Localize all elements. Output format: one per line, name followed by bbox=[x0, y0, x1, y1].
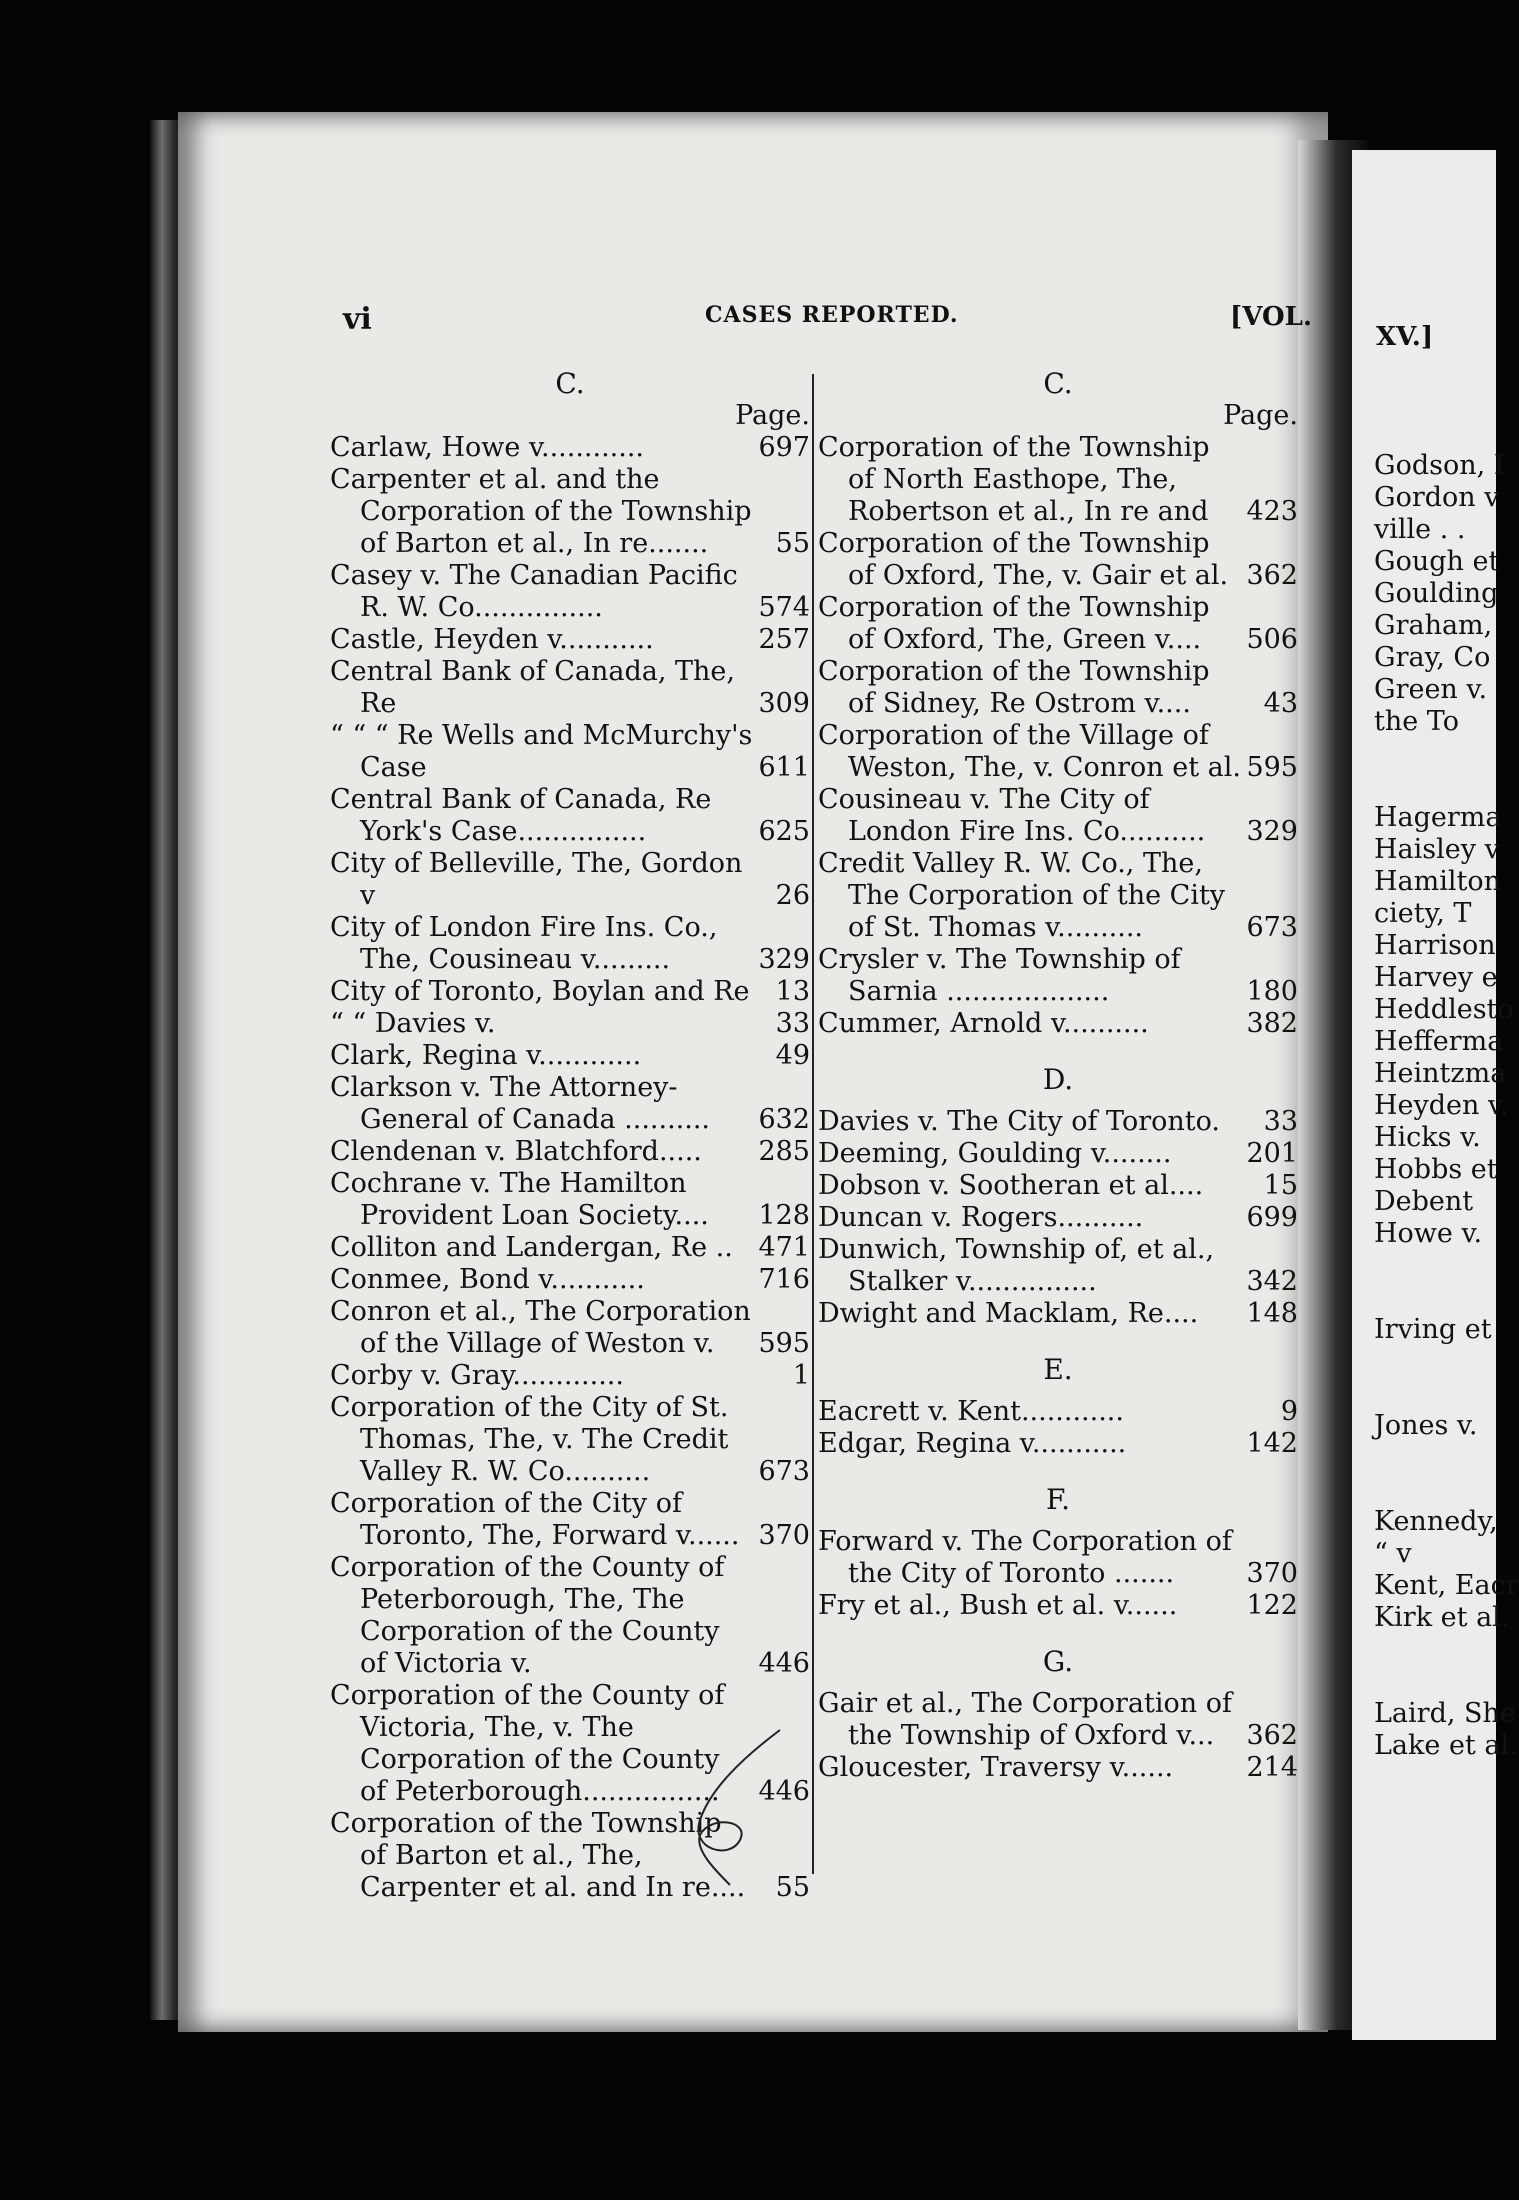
facing-volume-label: XV.] bbox=[1376, 322, 1434, 352]
facing-line: Kent, Eacr bbox=[1374, 1570, 1519, 1601]
page-reference: 632 bbox=[758, 1104, 810, 1135]
case-name: Colliton and Landergan, Re .. bbox=[330, 1232, 733, 1263]
index-entry bbox=[330, 784, 810, 848]
index-entry bbox=[330, 656, 810, 720]
index-entry bbox=[818, 432, 1298, 528]
index-entry bbox=[818, 1234, 1298, 1298]
page-reference: 55 bbox=[775, 528, 810, 559]
case-name: Corporation of the Township of North Easthope, The, Robertson et al., In re and bbox=[818, 432, 1210, 527]
page-reference: 122 bbox=[1246, 1590, 1298, 1621]
case-name: Central Bank of Canada, Re York's Case............... bbox=[330, 784, 712, 847]
page-reference: 33 bbox=[1263, 1106, 1298, 1137]
facing-line: Hamilton bbox=[1374, 866, 1502, 897]
index-entry bbox=[818, 1008, 1298, 1040]
page-reference: 370 bbox=[1246, 1558, 1298, 1589]
facing-line: Harvey e bbox=[1374, 962, 1498, 993]
page-reference: 471 bbox=[758, 1232, 810, 1263]
case-name: Duncan v. Rogers.......... bbox=[818, 1202, 1144, 1233]
page-reference: 9 bbox=[1280, 1396, 1298, 1427]
facing-line: Irving et bbox=[1374, 1314, 1492, 1345]
index-entry bbox=[330, 720, 810, 784]
index-entry bbox=[330, 976, 810, 1008]
section-letter: C. bbox=[1043, 367, 1073, 400]
section-letter: D. bbox=[1042, 1063, 1074, 1096]
page-reference: 595 bbox=[1246, 752, 1298, 783]
index-entry bbox=[330, 912, 810, 976]
case-name: Dunwich, Township of, et al., Stalker v............... bbox=[818, 1234, 1215, 1297]
facing-line: Howe v. bbox=[1374, 1218, 1483, 1249]
facing-line: Hagerma bbox=[1374, 802, 1502, 833]
index-entry bbox=[330, 848, 810, 912]
index-entry bbox=[330, 1552, 810, 1680]
page-reference: 697 bbox=[758, 432, 810, 463]
case-name: Corporation of the City of Toronto, The, Forward v...... bbox=[330, 1488, 740, 1551]
page-reference: 180 bbox=[1246, 976, 1298, 1007]
page-reference: 43 bbox=[1263, 688, 1298, 719]
case-name: Corporation of the Township of Oxford, The, v. Gair et al. bbox=[818, 528, 1229, 591]
index-entry bbox=[818, 1106, 1298, 1138]
facing-line bbox=[1374, 1346, 1519, 1378]
facing-page bbox=[1352, 150, 1519, 2040]
page-reference: 214 bbox=[1246, 1752, 1298, 1783]
case-name: Dobson v. Sootheran et al.... bbox=[818, 1170, 1204, 1201]
page-reference: 611 bbox=[758, 752, 810, 783]
section-letter: F. bbox=[1046, 1483, 1070, 1516]
page-reference: 329 bbox=[758, 944, 810, 975]
facing-line: Kennedy, bbox=[1374, 1506, 1498, 1537]
case-name: Corporation of the City of St. Thomas, The, v. The Credit Valley R. W. Co.......... bbox=[330, 1392, 729, 1487]
case-name: Davies v. The City of Toronto. bbox=[818, 1106, 1220, 1137]
facing-line bbox=[1374, 1666, 1519, 1698]
index-entry bbox=[818, 944, 1298, 1008]
index-entry bbox=[330, 432, 810, 464]
case-name: “ “ “ Re Wells and McMurchy's Case bbox=[330, 720, 753, 783]
facing-line: Hefferma bbox=[1374, 1026, 1504, 1057]
case-name: Crysler v. The Township of Sarnia ................... bbox=[818, 944, 1181, 1007]
facing-line: Graham, bbox=[1374, 610, 1493, 641]
page-reference: 1 bbox=[792, 1360, 810, 1391]
facing-line: “ v bbox=[1374, 1538, 1412, 1569]
facing-line: Godson, I bbox=[1374, 450, 1505, 481]
running-title: CASES REPORTED. bbox=[705, 302, 959, 328]
facing-line: Green v. bbox=[1374, 674, 1488, 705]
facing-line bbox=[1374, 1442, 1519, 1474]
page-reference: 699 bbox=[1246, 1202, 1298, 1233]
facing-line bbox=[1374, 1474, 1519, 1506]
page-reference: 55 bbox=[775, 1872, 810, 1903]
facing-index-list bbox=[1374, 450, 1519, 1762]
index-entry bbox=[818, 1590, 1298, 1622]
facing-line: Hobbs et bbox=[1374, 1154, 1498, 1185]
index-entry bbox=[818, 848, 1298, 944]
facing-line: Gordon v bbox=[1374, 482, 1500, 513]
case-name: Corporation of the Village of Weston, The, v. Conron et al. bbox=[818, 720, 1241, 783]
facing-line bbox=[1374, 1378, 1519, 1410]
section-letter: G. bbox=[1042, 1645, 1074, 1678]
page-reference: 33 bbox=[775, 1008, 810, 1039]
case-name: City of London Fire Ins. Co., The, Cousineau v......... bbox=[330, 912, 718, 975]
facing-line bbox=[1374, 1250, 1519, 1282]
page-reference: 370 bbox=[758, 1520, 810, 1551]
case-name: Deeming, Goulding v........ bbox=[818, 1138, 1172, 1169]
case-name: City of Belleville, The, Gordon v bbox=[330, 848, 743, 911]
page-reference: 446 bbox=[758, 1776, 810, 1807]
case-name: Forward v. The Corporation of the City of Toronto ....... bbox=[818, 1526, 1232, 1589]
facing-line: Goulding bbox=[1374, 578, 1499, 609]
case-name: Conron et al., The Corporation of the Village of Weston v. bbox=[330, 1296, 751, 1359]
page-reference: 13 bbox=[775, 976, 810, 1007]
case-name: Cummer, Arnold v.......... bbox=[818, 1008, 1149, 1039]
page-reference: 15 bbox=[1263, 1170, 1298, 1201]
page-reference: 362 bbox=[1246, 1720, 1298, 1751]
page-reference: 128 bbox=[758, 1200, 810, 1231]
case-name: Corporation of the Township of Barton et al., The, Carpenter et al. and In re.... bbox=[330, 1808, 746, 1903]
facing-line bbox=[1374, 1634, 1519, 1666]
facing-line: Haisley v bbox=[1374, 834, 1500, 865]
index-entry bbox=[818, 1428, 1298, 1460]
page-reference: 342 bbox=[1246, 1266, 1298, 1297]
left-index-column bbox=[330, 368, 810, 1904]
page-reference: 49 bbox=[775, 1040, 810, 1071]
index-entry bbox=[330, 1264, 810, 1296]
section-letter: C. bbox=[555, 367, 585, 400]
case-name: Corporation of the County of Peterborough, The, The Corporation of the County of Victoria v. bbox=[330, 1552, 725, 1679]
index-entry bbox=[818, 656, 1298, 720]
page-reference: 257 bbox=[758, 624, 810, 655]
volume-label: [VOL. bbox=[1230, 302, 1312, 332]
case-name: Clark, Regina v............ bbox=[330, 1040, 642, 1071]
case-name: Cousineau v. The City of London Fire Ins. Co.......... bbox=[818, 784, 1206, 847]
facing-line: Debent bbox=[1374, 1186, 1474, 1217]
index-entry bbox=[818, 1688, 1298, 1752]
facing-line bbox=[1374, 1282, 1519, 1314]
index-entry bbox=[818, 1396, 1298, 1428]
facing-line: Laird, She bbox=[1374, 1698, 1516, 1729]
index-entry bbox=[330, 1136, 810, 1168]
case-name: “ “ Davies v. bbox=[330, 1008, 496, 1039]
facing-line: Jones v. bbox=[1374, 1410, 1478, 1441]
page-reference: 382 bbox=[1246, 1008, 1298, 1039]
index-entry bbox=[330, 1392, 810, 1488]
case-name: Corporation of the County of Victoria, The, v. The Corporation of the County of Peterborough................ bbox=[330, 1680, 725, 1807]
facing-line: Harrison bbox=[1374, 930, 1496, 961]
index-entry bbox=[330, 464, 810, 560]
right-index-column bbox=[818, 368, 1298, 1784]
case-name: Carlaw, Howe v............ bbox=[330, 432, 644, 463]
index-entry bbox=[818, 1752, 1298, 1784]
index-entry bbox=[330, 1168, 810, 1232]
index-entry bbox=[330, 1488, 810, 1552]
case-name: Corporation of the Township of Oxford, The, Green v.... bbox=[818, 592, 1210, 655]
page-column-label: Page. bbox=[1223, 400, 1298, 431]
page-reference: 201 bbox=[1246, 1138, 1298, 1169]
case-name: Gair et al., The Corporation of the Township of Oxford v... bbox=[818, 1688, 1232, 1751]
facing-line: ville . . bbox=[1374, 514, 1466, 545]
case-name: Fry et al., Bush et al. v...... bbox=[818, 1590, 1178, 1621]
facing-line: Lake et al. bbox=[1374, 1730, 1518, 1761]
index-entry bbox=[818, 720, 1298, 784]
case-name: Gloucester, Traversy v...... bbox=[818, 1752, 1174, 1783]
page-reference: 148 bbox=[1246, 1298, 1298, 1329]
index-entry bbox=[330, 1360, 810, 1392]
index-entry bbox=[330, 1040, 810, 1072]
case-name: Casey v. The Canadian Pacific R. W. Co............... bbox=[330, 560, 738, 623]
index-entry bbox=[818, 528, 1298, 592]
page-reference: 446 bbox=[758, 1648, 810, 1679]
index-entry bbox=[330, 1232, 810, 1264]
page-reference: 673 bbox=[758, 1456, 810, 1487]
index-entry bbox=[818, 1202, 1298, 1234]
page-reference: 595 bbox=[758, 1328, 810, 1359]
page-reference: 285 bbox=[758, 1136, 810, 1167]
facing-line bbox=[1374, 770, 1519, 802]
case-name: Clarkson v. The Attorney-General of Canada .......... bbox=[330, 1072, 710, 1135]
case-name: Castle, Heyden v........... bbox=[330, 624, 654, 655]
index-entry bbox=[330, 1072, 810, 1136]
case-name: Conmee, Bond v........... bbox=[330, 1264, 645, 1295]
index-entry bbox=[818, 1526, 1298, 1590]
index-entry bbox=[330, 560, 810, 624]
index-entry bbox=[818, 592, 1298, 656]
index-entry bbox=[818, 1298, 1298, 1330]
facing-line: Heintzma bbox=[1374, 1058, 1507, 1089]
page-reference: 574 bbox=[758, 592, 810, 623]
index-entry bbox=[818, 784, 1298, 848]
case-name: Corby v. Gray............. bbox=[330, 1360, 624, 1391]
facing-line: Heyden v. bbox=[1374, 1090, 1509, 1121]
case-name: Eacrett v. Kent............ bbox=[818, 1396, 1124, 1427]
page-number: vi bbox=[343, 302, 372, 337]
pencil-scribble bbox=[670, 1720, 790, 1890]
index-entry bbox=[818, 1138, 1298, 1170]
page-reference: 673 bbox=[1246, 912, 1298, 943]
page-reference: 362 bbox=[1246, 560, 1298, 591]
page-reference: 625 bbox=[758, 816, 810, 847]
case-name: Clendenan v. Blatchford..... bbox=[330, 1136, 702, 1167]
case-name: Credit Valley R. W. Co., The, The Corporation of the City of St. Thomas v.......... bbox=[818, 848, 1226, 943]
facing-line: Gray, Co bbox=[1374, 642, 1491, 673]
facing-line: Gough et bbox=[1374, 546, 1500, 577]
index-entry bbox=[330, 624, 810, 656]
case-name: Dwight and Macklam, Re.... bbox=[818, 1298, 1199, 1329]
case-name: City of Toronto, Boylan and Re bbox=[330, 976, 750, 1007]
page-reference: 716 bbox=[758, 1264, 810, 1295]
facing-line bbox=[1374, 738, 1519, 770]
facing-line: Kirk et al. bbox=[1374, 1602, 1510, 1633]
section-letter: E. bbox=[1043, 1353, 1073, 1386]
facing-line: the To bbox=[1374, 706, 1459, 737]
facing-line: ciety, T bbox=[1374, 898, 1472, 929]
page-reference: 423 bbox=[1246, 496, 1298, 527]
page-reference: 142 bbox=[1246, 1428, 1298, 1459]
index-entry bbox=[818, 1170, 1298, 1202]
page-reference: 506 bbox=[1246, 624, 1298, 655]
page-reference: 309 bbox=[758, 688, 810, 719]
page-reference: 329 bbox=[1246, 816, 1298, 847]
index-entry bbox=[330, 1296, 810, 1360]
page-column-label: Page. bbox=[735, 400, 810, 431]
column-divider bbox=[812, 374, 814, 1874]
index-entry bbox=[330, 1008, 810, 1040]
page-reference: 26 bbox=[775, 880, 810, 911]
case-name: Corporation of the Township of Sidney, Re Ostrom v.... bbox=[818, 656, 1210, 719]
case-name: Cochrane v. The Hamilton Provident Loan Society.... bbox=[330, 1168, 709, 1231]
case-name: Central Bank of Canada, The, Re bbox=[330, 656, 735, 719]
facing-line: Heddlesto bbox=[1374, 994, 1514, 1025]
facing-line: Hicks v. bbox=[1374, 1122, 1481, 1153]
case-name: Edgar, Regina v........... bbox=[818, 1428, 1127, 1459]
case-name: Carpenter et al. and the Corporation of the Township of Barton et al., In re....... bbox=[330, 464, 752, 559]
